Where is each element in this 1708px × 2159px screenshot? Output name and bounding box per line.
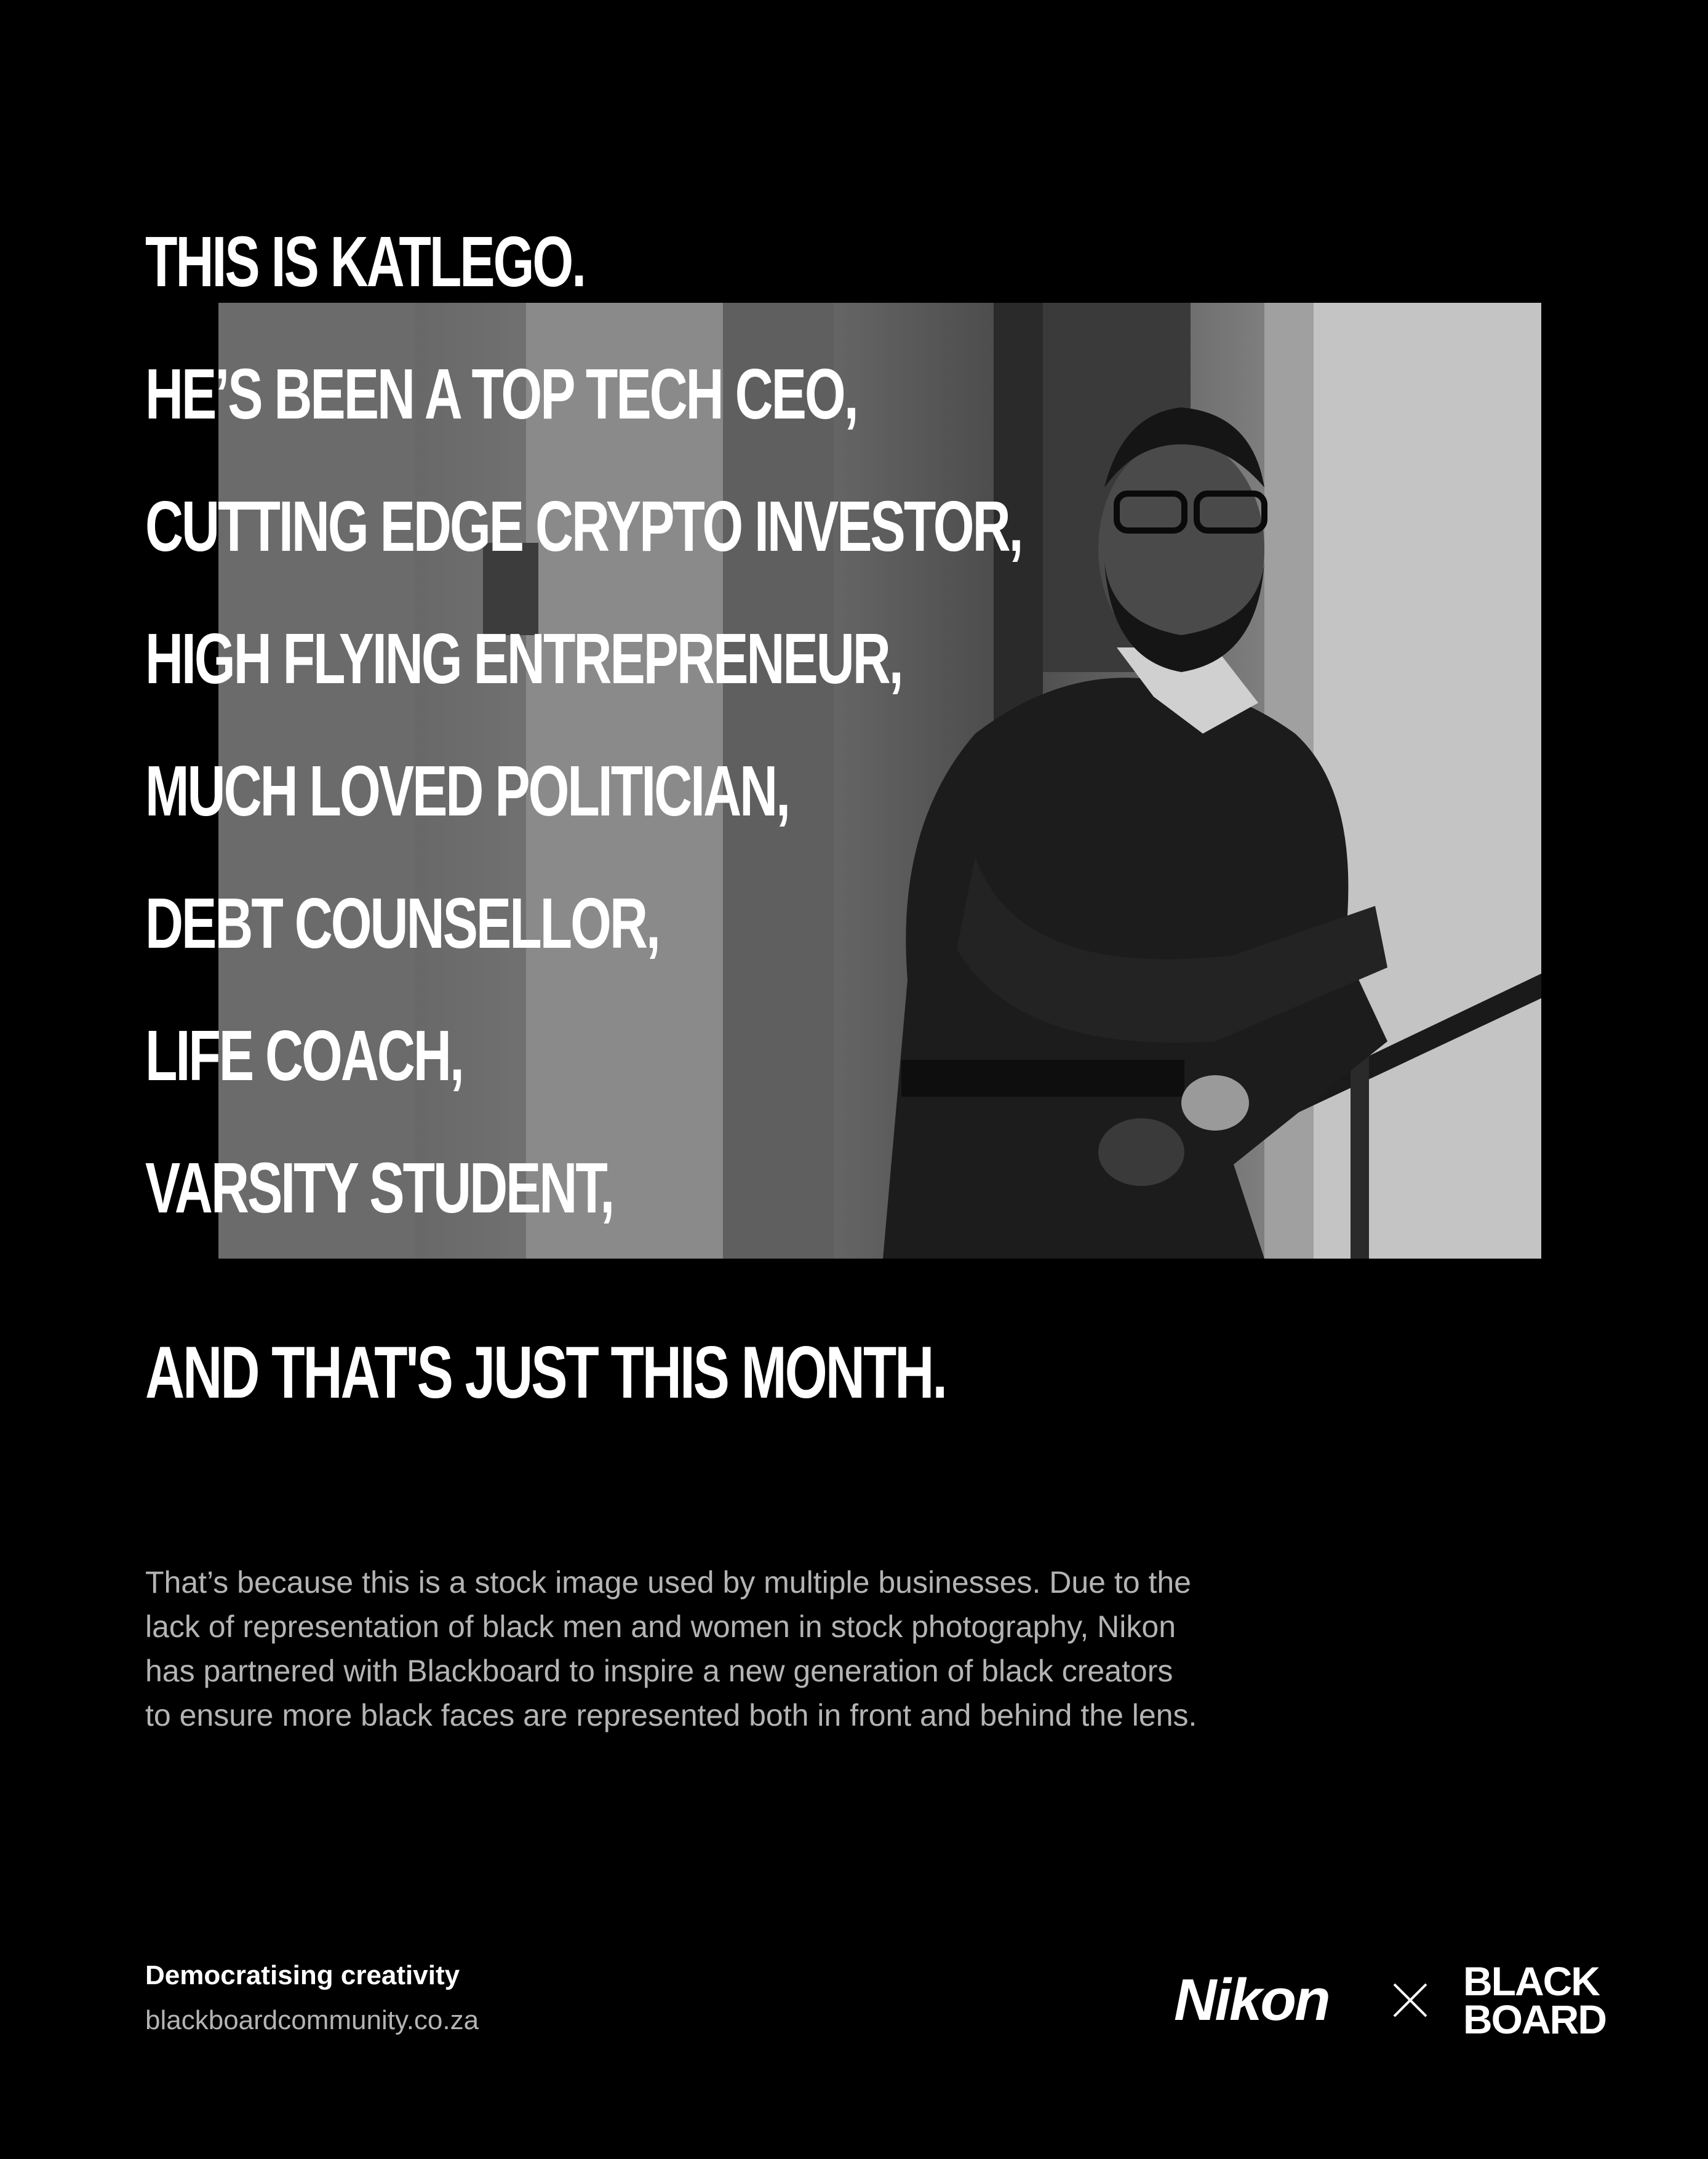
blackboard-logo-line: BOARD — [1463, 1997, 1606, 2042]
headline-line: VARSITY STUDENT, — [145, 1148, 613, 1228]
times-icon — [1392, 1982, 1429, 2019]
headline-line: DEBT COUNSELLOR, — [145, 883, 659, 963]
headline-line: HIGH FLYING ENTREPRENEUR, — [145, 619, 902, 699]
nikon-logo: Nikon — [1174, 1967, 1329, 2033]
blackboard-logo — [1463, 1958, 1606, 2042]
headline — [145, 196, 1253, 1254]
blackboard-logo-line: BLACK — [1463, 1958, 1599, 2004]
slogan: Democratising creativity — [145, 1960, 460, 1990]
headline-line: CUTTING EDGE CRYPTO INVESTOR, — [145, 486, 1022, 566]
headline-line: THIS IS KATLEGO. — [145, 222, 585, 302]
headline-line: MUCH LOVED POLITICIAN, — [145, 751, 789, 831]
body-copy: That’s because this is a stock image used by multiple businesses. Due to the lack of representation of black men and women in stock photography, Nikon has partnered with Blackboard to inspire a new generation of black creators to ensure more black faces are represented both in front and behind the lens. — [145, 1565, 1197, 1732]
headline-line: LIFE COACH, — [145, 1015, 463, 1096]
website-link[interactable]: blackboardcommunity.co.za — [145, 2005, 479, 2035]
tagline: AND THAT'S JUST THIS MONTH. — [145, 1331, 946, 1414]
headline-line: HE’S BEEN A TOP TECH CEO, — [145, 354, 857, 434]
